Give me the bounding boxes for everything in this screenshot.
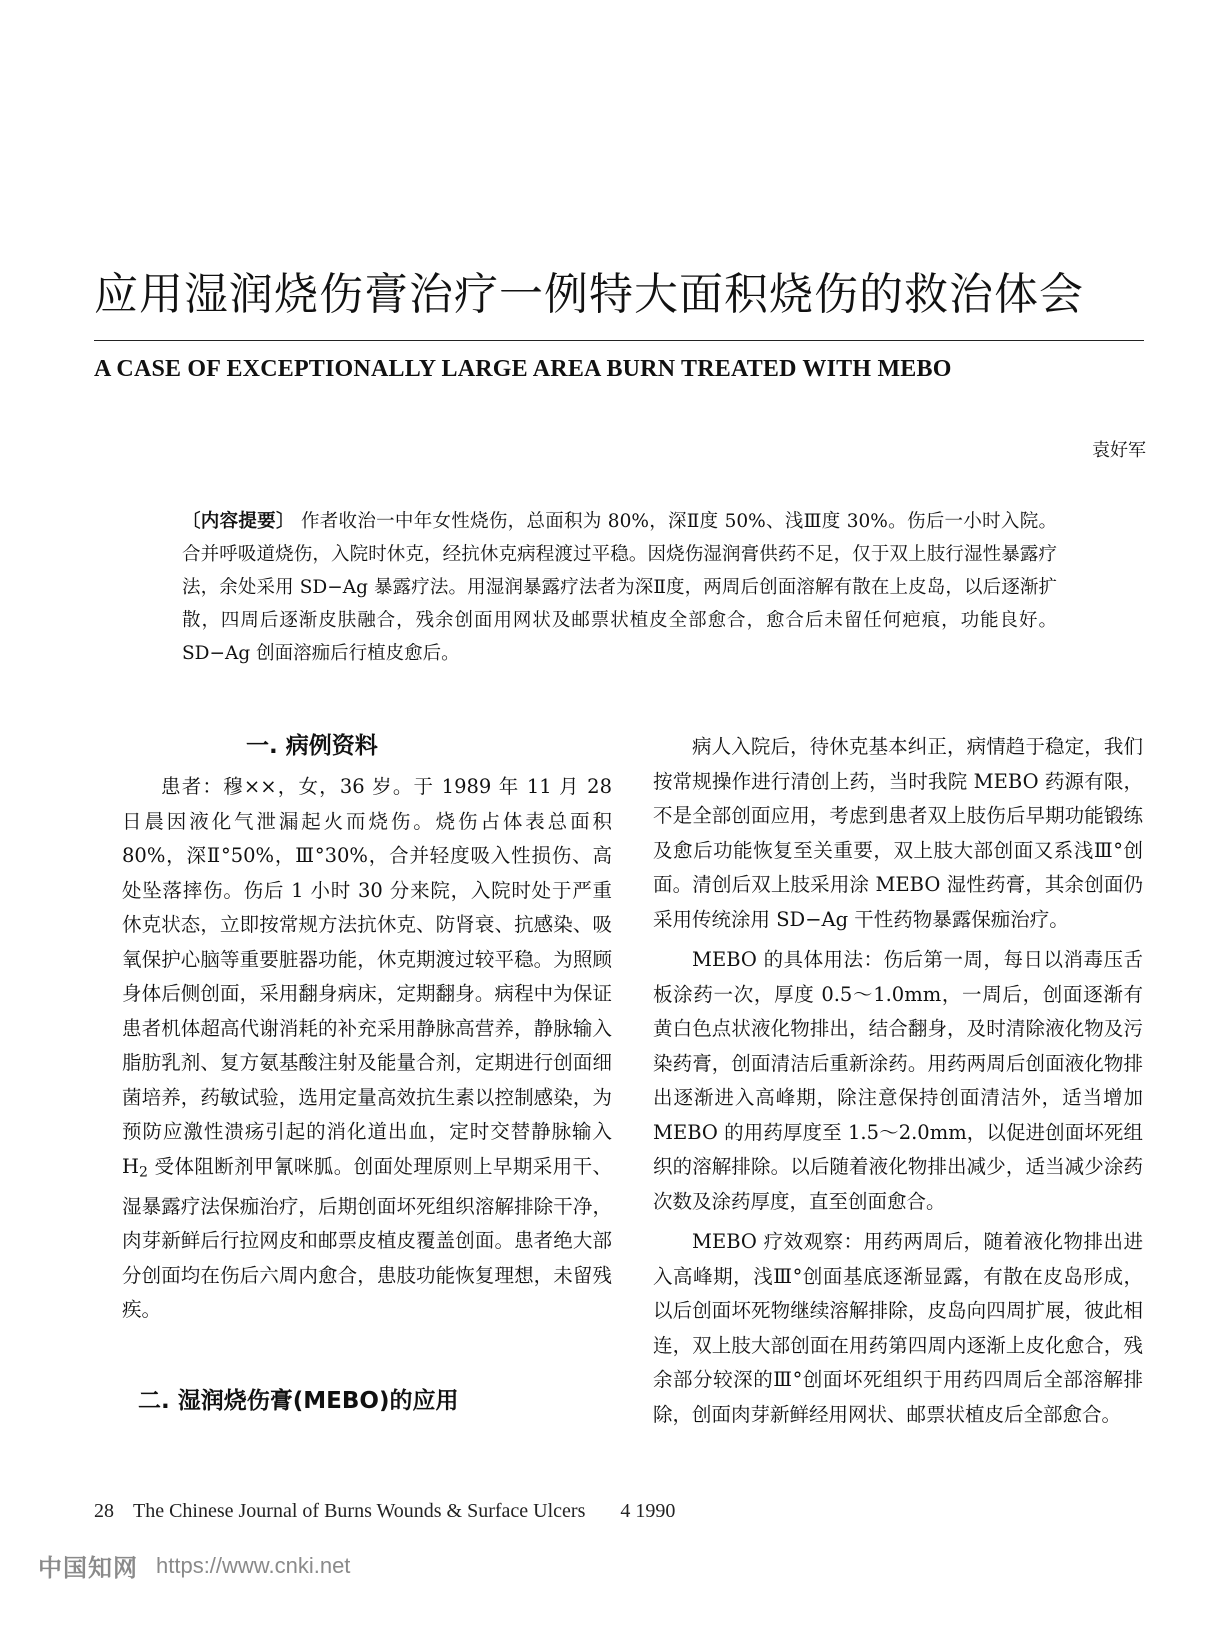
cnki-watermark (38, 1548, 350, 1583)
abstract (182, 505, 1057, 670)
mebo-paragraph-2: MEBO 的具体用法：伤后第一周，每日以消毒压舌板涂药一次，厚度 0.5～1.0mm，一周后，创面逐渐有黄白色点状液化物排出，结合翻身，及时清除液化物及污染药膏，创面清洁后重新涂药。用药两周后创面液化物排出逐渐进入高峰期，除注意保持创面清洁外，适当增加 MEBO 的用药厚度至 1.5～2.0mm，以促进创面坏死组织的溶解排除。以后随着液化物排出减少，适当减少涂药次数及涂药厚度，直至创面愈合。 (653, 948, 1144, 1213)
abstract-text: 作者收治一中年女性烧伤，总面积为 80%，深Ⅱ度 50%、浅Ⅲ度 30%。伤后一小时入院。合并呼吸道烧伤，入院时休克，经抗休克病程渡过平稳。因烧伤湿润膏供药不足，仅于双上肢行湿性暴露疗法，余处采用 SD−Ag 暴露疗法。用湿润暴露疗法者为深Ⅱ度，两周后创面溶解有散在上皮岛，以后逐渐扩散，四周后逐渐皮肤融合，残余创面用网状及邮票状植皮全部愈合，愈合后未留任何疤痕，功能良好。SD−Ag 创面溶痂后行植皮愈后。 (182, 511, 1057, 664)
cnki-url: https://www.cnki.net (156, 1552, 351, 1578)
journal-issue: 4 1990 (620, 1500, 676, 1522)
title-english: A CASE OF EXCEPTIONALLY LARGE AREA BURN TREATED WITH MEBO (94, 356, 952, 382)
section-heading-mebo: 二. 湿润烧伤膏(MEBO)的应用 (138, 1388, 459, 1414)
page-number: 28 (94, 1500, 114, 1522)
title-chinese: 应用湿润烧伤膏治疗一例特大面积烧伤的救治体会 (94, 269, 1084, 320)
left-column (122, 770, 612, 1334)
abstract-label: 〔内容提要〕 (182, 511, 295, 532)
cnki-logo: 中国知网 (38, 1554, 138, 1582)
mebo-paragraph-3: MEBO 疗效观察：用药两周后，随着液化物排出进入高峰期，浅Ⅲ°创面基底逐渐显露，有散在皮岛形成，以后创面坏死物继续溶解排除，皮岛向四周扩展，彼此相连，双上肢大部创面在用药第四周内逐渐上皮化愈合，残余部分较深的Ⅲ°创面坏死组织于用药四周后全部溶解排除，创面肉芽新鲜经用网状、邮票状植皮后全部愈合。 (653, 1230, 1143, 1426)
title-divider (94, 340, 1144, 341)
right-column (653, 730, 1143, 1438)
case-paragraph-tail: 受体阻断剂甲氰咪胍。创面处理原则上早期采用干、湿暴露疗法保痂治疗，后期创面坏死组织溶解排除干净，肉芽新鲜后行拉网皮和邮票皮植皮覆盖创面。患者绝大部分创面均在伤后六周内愈合，患肢功能恢复理想，未留残疾。 (122, 1154, 612, 1321)
mebo-paragraph-1: 病人入院后，待休克基本纠正，病情趋于稳定，我们按常规操作进行清创上药，当时我院 MEBO 药源有限，不是全部创面应用，考虑到患者双上肢伤后早期功能锻练及愈后功能恢复至关重要，双上肢大部创面又系浅Ⅲ°创面。清创后双上肢采用涂 MEBO 湿性药膏，其余创面仍采用传统涂用 SD−Ag 干性药物暴露保痂治疗。 (653, 735, 1143, 931)
section-heading-case-data: 一. 病例资料 (246, 733, 378, 759)
author-name: 袁好军 (1092, 440, 1146, 461)
case-paragraph (122, 770, 612, 1328)
case-paragraph-text: 患者：穆××，女，36 岁。于 1989 年 11 月 28 日晨因液化气泄漏起火而烧伤。烧伤占体表总面积 80%，深Ⅱ°50%，Ⅲ°30%，合并轻度吸入性损伤、高处坠落摔伤。伤后 1 小时 30 分来院，入院时处于严重休克状态，立即按常规方法抗休克、防肾衰、抗感染、吸氧保护心脑等重要脏器功能，休克期渡过较平稳。为照顾身体后侧创面，采用翻身病床，定期翻身。病程中为保证患者机体超高代谢消耗的补充采用静脉高营养，静脉输入脂肪乳剂、复方氨基酸注射及能量合剂，定期进行创面细菌培养，药敏试验，选用定量高效抗生素以控制感染，为预防应激性溃疡引起的消化道出血，定时交替静脉输入 H (122, 775, 612, 1178)
journal-name: The Chinese Journal of Burns Wounds & Surface Ulcers (133, 1500, 586, 1522)
page-footer (94, 1500, 675, 1523)
case-paragraph-subscript: 2 (139, 1164, 148, 1180)
